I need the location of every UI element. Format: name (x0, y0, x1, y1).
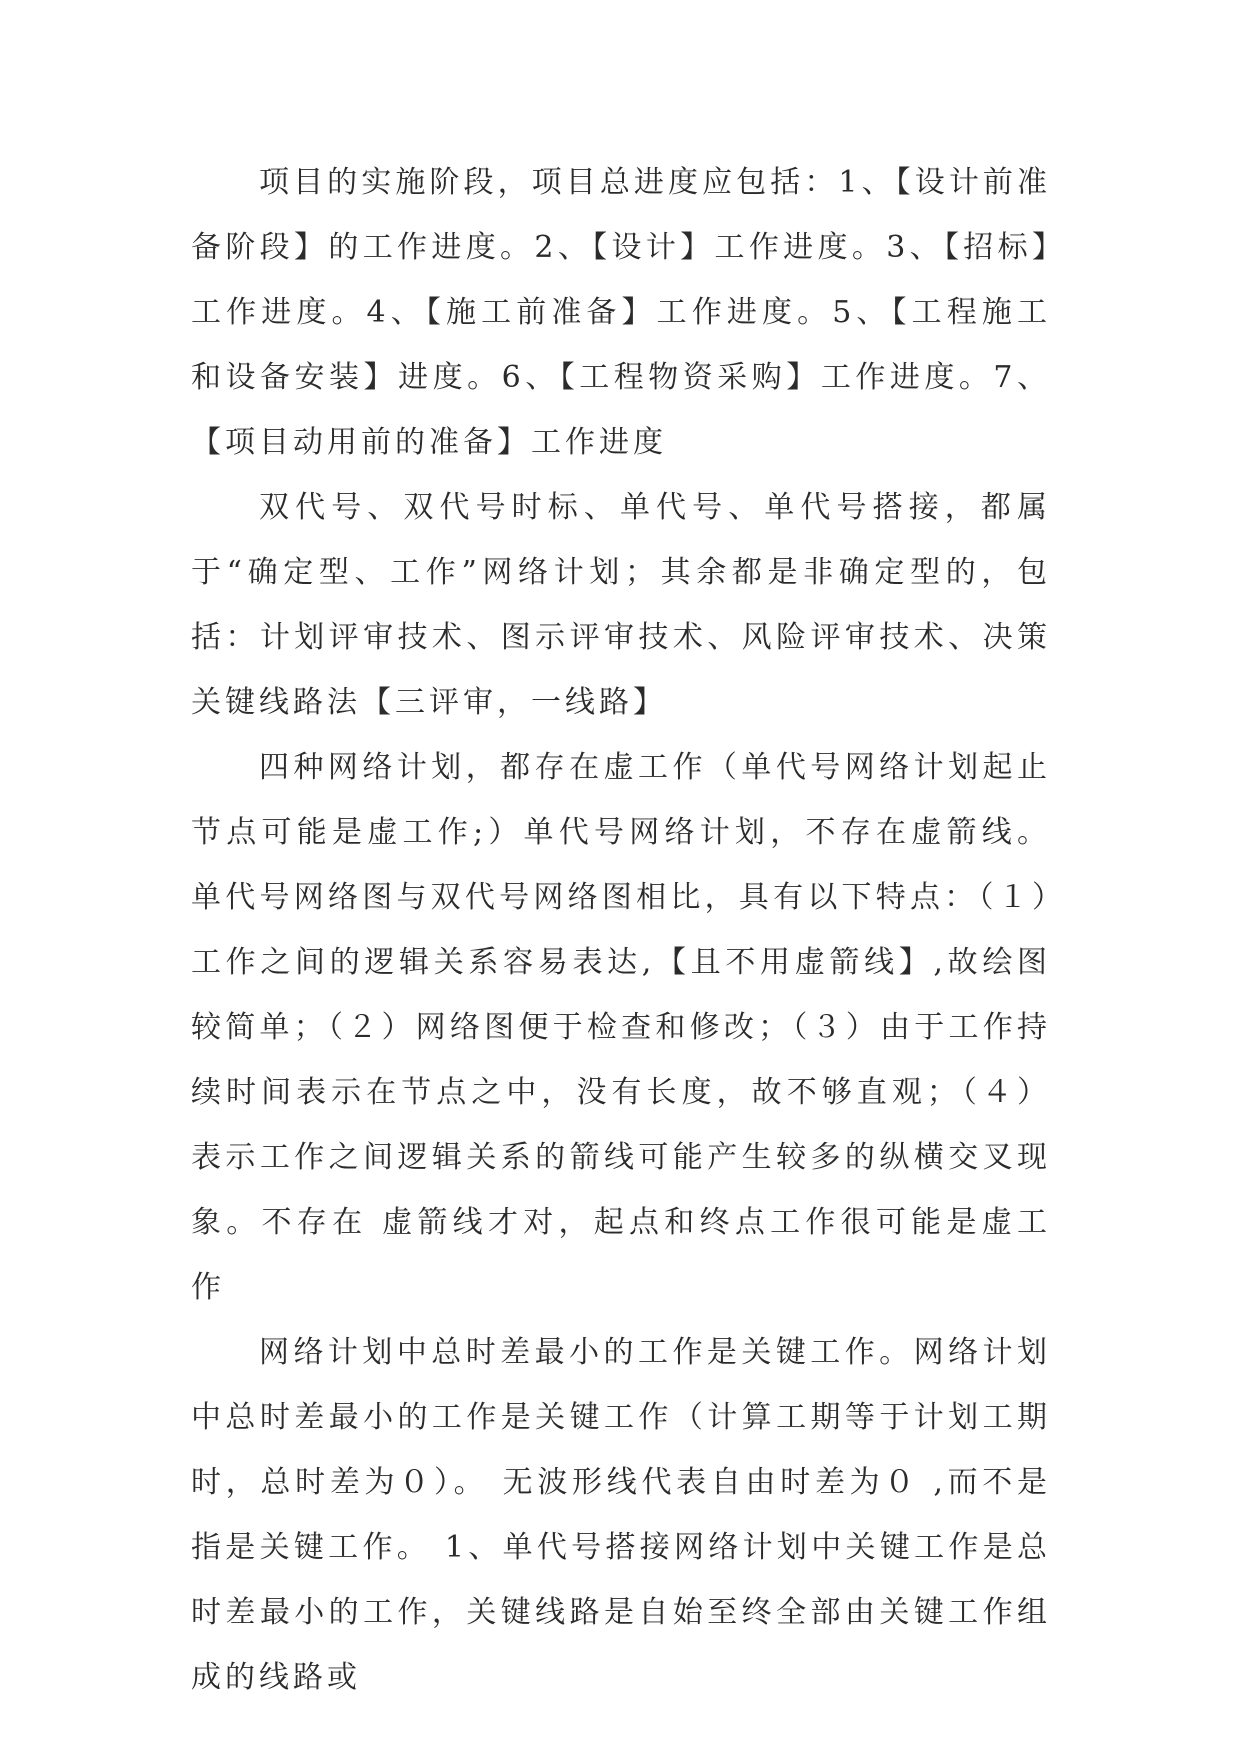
paragraph-critical-work: 网络计划中总时差最小的工作是关键工作。网络计划中总时差最小的工作是关键工作（计算工期等于计划工期时，总时差为０）。 无波形线代表自由时差为０ ,而不是指是关键工作。 1、单代号搭接网络计划中关键工作是总时差最小的工作，关键线路是自始至终全部由关键工作组成的线路或 (191, 1335, 1051, 1695)
paragraph-implementation-stage: 项目的实施阶段，项目总进度应包括：1、【设计前准备阶段】的工作进度。2、【设计】工作进度。3、【招标】工作进度。4、【施工前准备】工作进度。5、【工程施工和设备安装】进度。6、【工程物资采购】工作进度。7、【项目动用前的准备】工作进度 (191, 165, 1051, 460)
paragraph-single-code-network: 四种网络计划，都存在虚工作（单代号网络计划起止节点可能是虚工作;）单代号网络计划，不存在虚箭线。单代号网络图与双代号网络图相比，具有以下特点：（１）工作之间的逻辑关系容易表达,【且不用虚箭线】,故绘图较简单；（２）网络图便于检查和修改；（３）由于工作持续时间表示在节点之中，没有长度，故不够直观；（４）表示工作之间逻辑关系的箭线可能产生较多的纵横交叉现象。不存在 虚箭线才对，起点和终点工作很可能是虚工作 (191, 750, 1051, 1305)
paragraph-network-plan-types: 双代号、双代号时标、单代号、单代号搭接，都属于“确定型、工作”网络计划；其余都是非确定型的，包括：计划评审技术、图示评审技术、风险评审技术、决策关键线路法【三评审，一线路】 (191, 490, 1051, 720)
document-body (191, 150, 1051, 1710)
